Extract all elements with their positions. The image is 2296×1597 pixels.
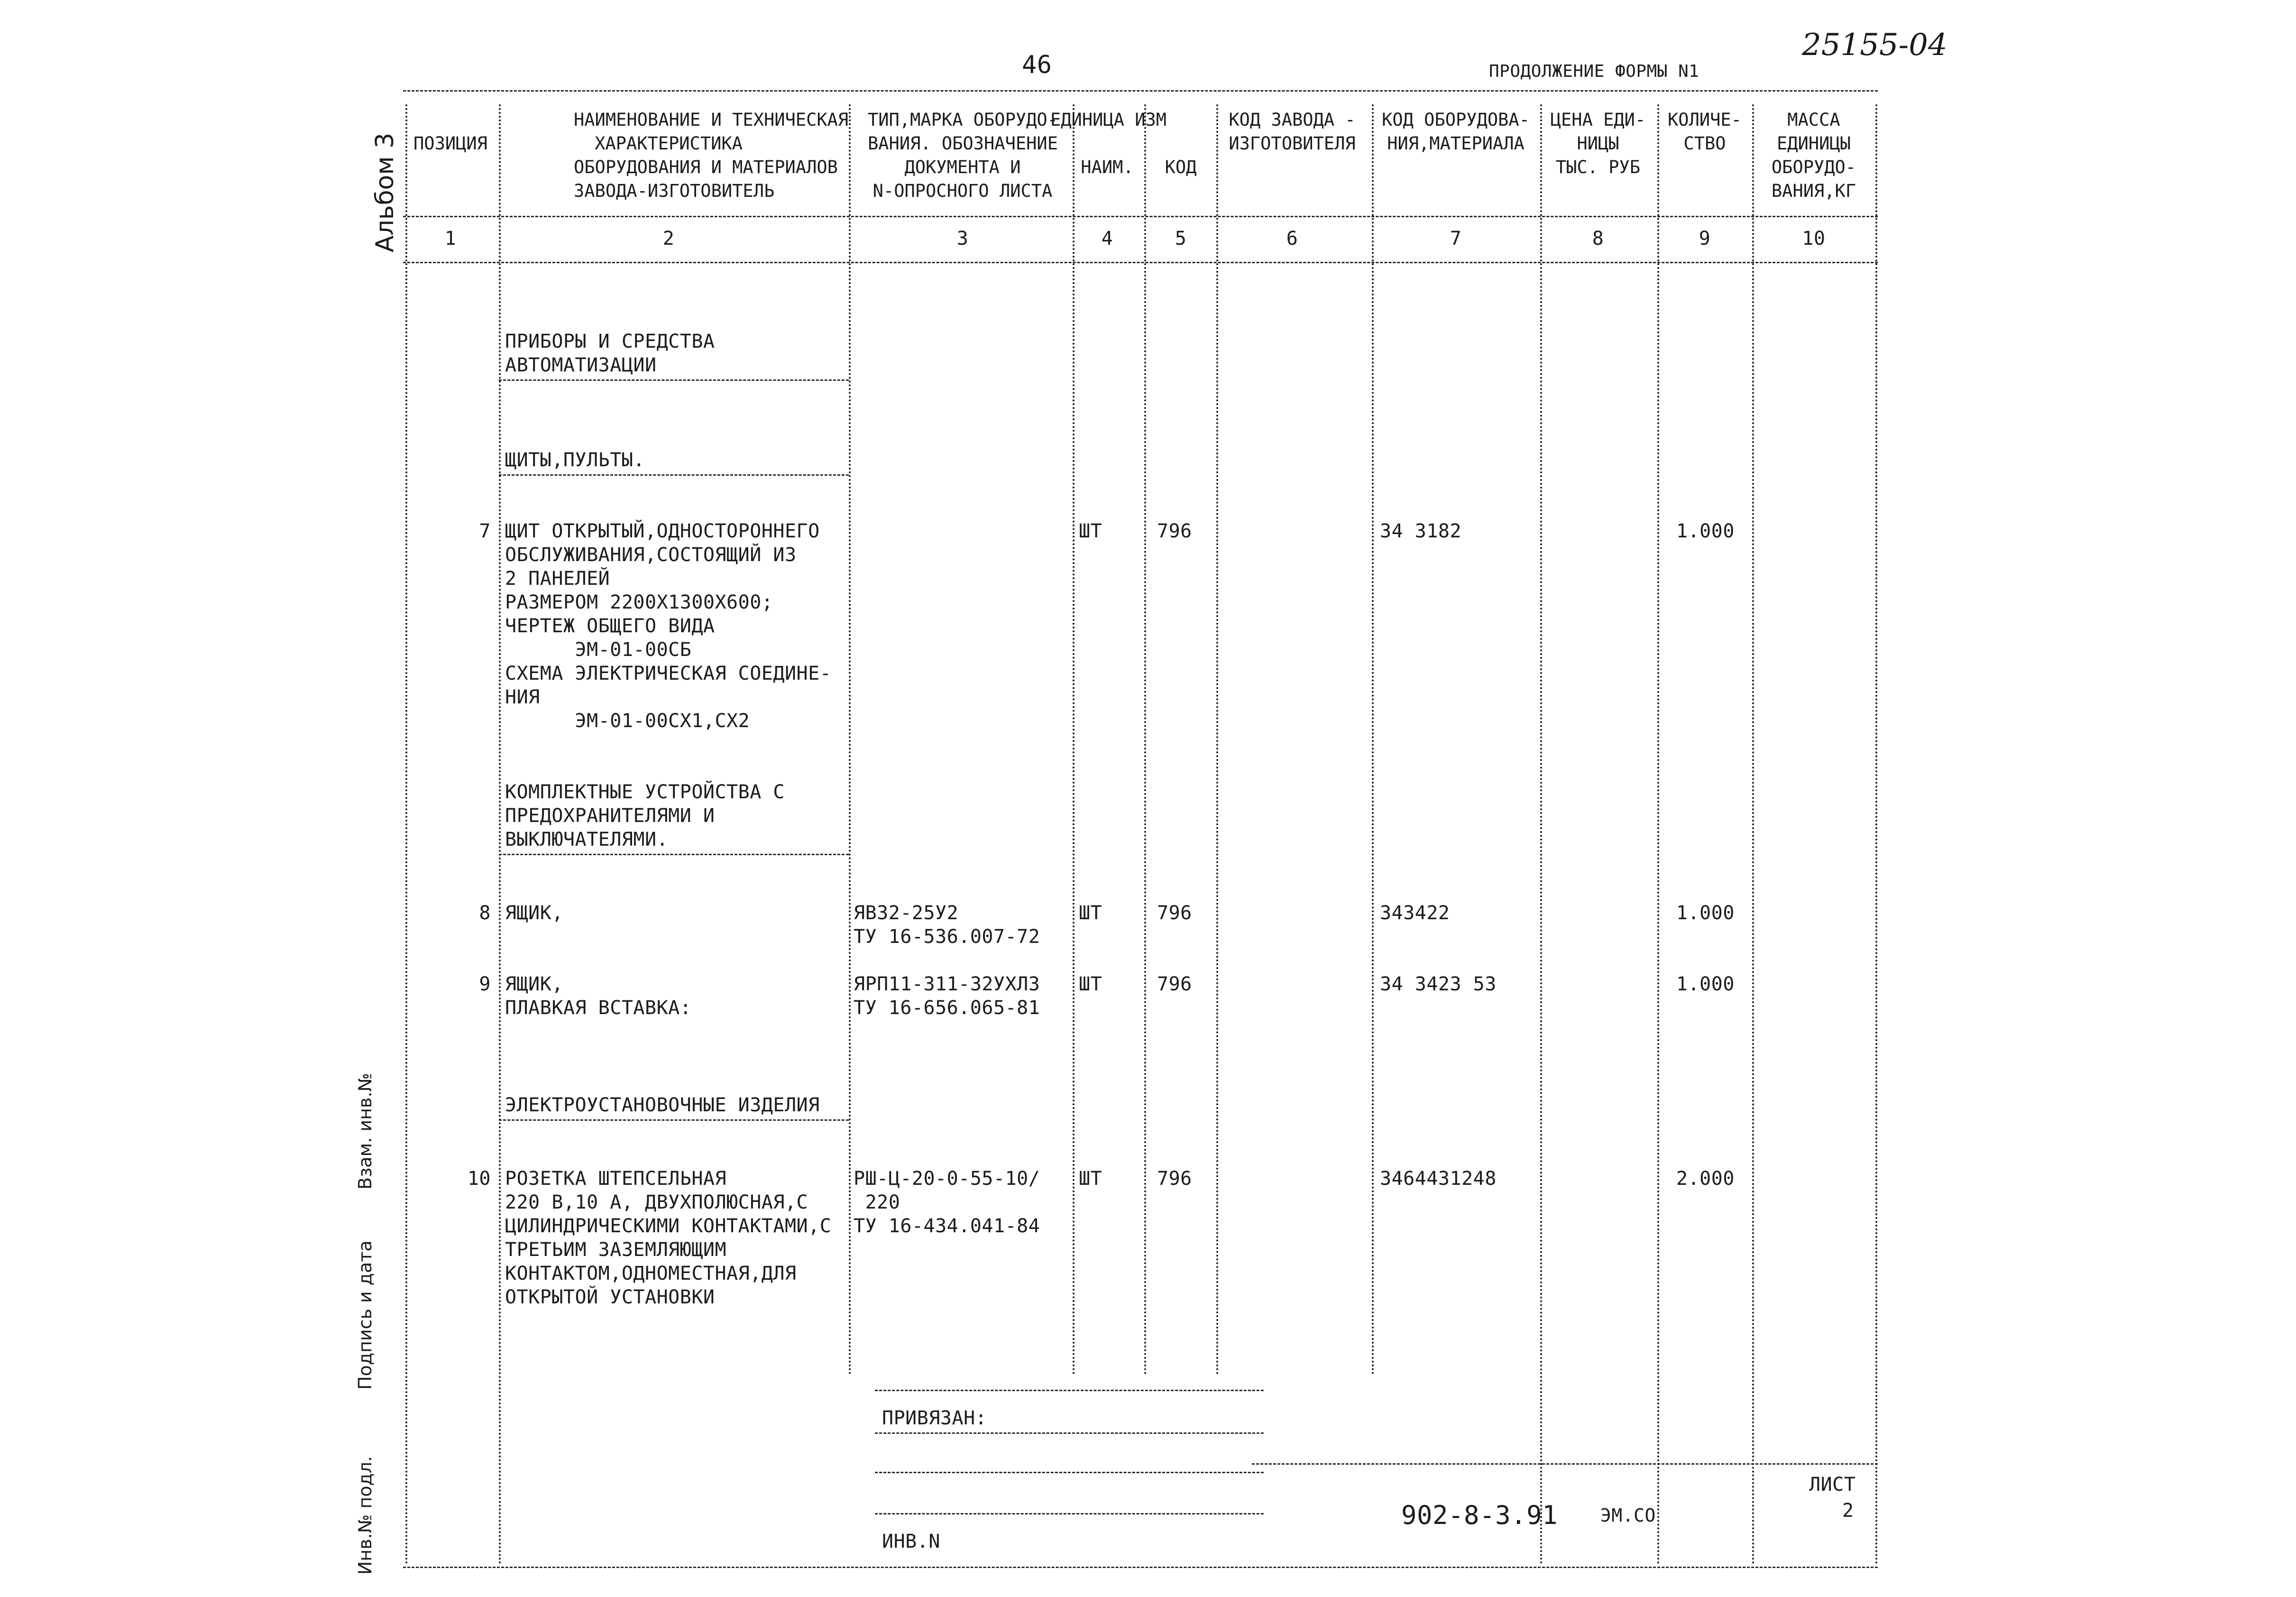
column-separator	[1073, 104, 1075, 1375]
item-name: НИЯ	[505, 686, 540, 708]
column-header-text: МАССА	[1787, 110, 1840, 130]
item-name: ЧЕРТЕЖ ОБЩЕГО ВИДА	[505, 615, 715, 637]
column-header-text: СТВО	[1683, 133, 1726, 154]
table-rule	[403, 216, 1878, 217]
column-header-text: ВАНИЯ. ОБОЗНАЧЕНИЕ	[868, 133, 1058, 154]
equipment-code: 34 3182	[1380, 520, 1462, 542]
column-header-text: ТЫС. РУБ	[1555, 157, 1641, 177]
item-type-mark: РШ-Ц-20-0-55-10/	[854, 1168, 1040, 1190]
sheet-label: ЛИСТ	[1809, 1474, 1856, 1495]
column-separator	[1372, 104, 1374, 1375]
equipment-code: 343422	[1380, 902, 1450, 924]
item-name: АВТОМАТИЗАЦИИ	[505, 354, 657, 376]
column-separator	[849, 104, 851, 1375]
position-number: 10	[467, 1168, 491, 1190]
column-header-text: ХАРАКТЕРИСТИКА	[595, 133, 743, 154]
unit-code: 796	[1157, 520, 1192, 542]
document-number: 902-8-3.91	[1401, 1500, 1558, 1530]
item-name: ЯЩИК,	[505, 973, 563, 995]
document-suffix: ЭМ.СО	[1600, 1505, 1656, 1526]
column-separator	[499, 104, 501, 1565]
column-header-text: ДОКУМЕНТА И	[904, 157, 1021, 177]
item-name: ТРЕТЬИМ ЗАЗЕМЛЯЮЩИМ	[505, 1239, 727, 1261]
stamp-grid-rule	[875, 1390, 1264, 1391]
item-name: ЯЩИК,	[505, 902, 563, 924]
item-name: РАЗМЕРОМ 2200Х1300Х600;	[505, 591, 773, 613]
column-number: 7	[1450, 228, 1462, 249]
column-header-text: НАИМЕНОВАНИЕ И ТЕХНИЧЕСКАЯ	[574, 110, 849, 130]
column-header-text: КОД ЗАВОДА -	[1229, 110, 1356, 130]
item-name: ПЛАВКАЯ ВСТАВКА:	[505, 997, 692, 1019]
column-separator	[1540, 104, 1542, 1565]
stamp-grid-rule	[875, 1472, 1264, 1473]
column-header-text: ОБОРУДОВАНИЯ И МАТЕРИАЛОВ	[574, 157, 838, 177]
item-name: ОБСЛУЖИВАНИЯ,СОСТОЯЩИЙ ИЗ	[505, 544, 797, 566]
column-separator	[1752, 104, 1754, 1565]
column-header-text: НИЦЫ	[1577, 133, 1619, 154]
stamp-grid-rule	[875, 1432, 1264, 1434]
column-header-text: КОЛИЧЕ-	[1668, 110, 1742, 130]
item-name: ЭМ-01-00СХ1,СХ2	[505, 710, 750, 732]
handwritten-archive-code: 25155-04	[1802, 28, 1947, 63]
item-name: ЦИЛИНДРИЧЕСКИМИ КОНТАКТАМИ,С	[505, 1215, 832, 1237]
table-rule	[403, 262, 1878, 263]
item-name: ОТКРЫТОЙ УСТАНОВКИ	[505, 1286, 715, 1308]
item-type-mark: ТУ 16-434.041-84	[854, 1215, 1040, 1237]
quantity: 1.000	[1676, 902, 1735, 924]
section-underline	[499, 1119, 849, 1121]
column-separator	[405, 104, 407, 1565]
item-type-mark: 220	[854, 1191, 900, 1213]
unit-name: ШТ	[1079, 973, 1102, 995]
column-number: 3	[956, 228, 969, 249]
column-header-text: НИЯ,МАТЕРИАЛА	[1387, 133, 1525, 154]
item-type-mark: ЯРП11-311-32УХЛ3	[854, 973, 1040, 995]
table-rule	[1252, 1463, 1878, 1465]
column-header-text: ЗАВОДА-ИЗГОТОВИТЕЛЬ	[574, 181, 775, 201]
column-header-text: ПОЗИЦИЯ	[413, 133, 487, 154]
vzam-inv-stamp: Взам. инв.№	[355, 1073, 376, 1190]
section-underline	[499, 474, 849, 476]
item-name: КОМПЛЕКТНЫЕ УСТРОЙСТВА С	[505, 781, 785, 803]
item-type-mark: ТУ 16-656.065-81	[854, 997, 1040, 1019]
item-type-mark: ТУ 16-536.007-72	[854, 926, 1040, 948]
item-name: ЩИТЫ,ПУЛЬТЫ.	[505, 449, 645, 471]
unit-code: 796	[1157, 902, 1192, 924]
inv-podl-stamp: Инв.№ подл.	[355, 1456, 376, 1575]
unit-name: ШТ	[1079, 902, 1102, 924]
section-underline	[499, 379, 849, 381]
column-number: 9	[1699, 228, 1711, 249]
item-name: ПРЕДОХРАНИТЕЛЯМИ И	[505, 805, 715, 827]
position-number: 8	[479, 902, 491, 924]
item-name: ЭЛЕКТРОУСТАНОВОЧНЫЕ ИЗДЕЛИЯ	[505, 1094, 820, 1116]
column-separator	[1875, 104, 1877, 1565]
item-name: ЭМ-01-00СБ	[505, 639, 692, 661]
column-number: 6	[1286, 228, 1298, 249]
column-header-text: КОД	[1165, 157, 1197, 177]
position-number: 9	[479, 973, 491, 995]
table-rule	[403, 90, 1878, 92]
column-separator	[1216, 104, 1218, 1375]
item-name: КОНТАКТОМ,ОДНОМЕСТНАЯ,ДЛЯ	[505, 1263, 797, 1284]
column-number: 1	[444, 228, 457, 249]
column-header-text: ВАНИЯ,КГ	[1771, 181, 1856, 201]
section-underline	[499, 854, 849, 855]
column-header-text: ЕДИНИЦЫ	[1777, 133, 1851, 154]
unit-code: 796	[1157, 973, 1192, 995]
item-name: 220 В,10 А, ДВУХПОЛЮСНАЯ,С	[505, 1191, 808, 1213]
column-number: 10	[1802, 228, 1826, 249]
equipment-code: 3464431248	[1380, 1168, 1497, 1190]
album-label: Альбом 3	[371, 132, 399, 252]
quantity: 2.000	[1676, 1168, 1735, 1190]
signature-date-stamp: Подпись и дата	[355, 1240, 376, 1390]
column-number: 5	[1175, 228, 1187, 249]
item-name: ЩИТ ОТКРЫТЫЙ,ОДНОСТОРОННЕГО	[505, 520, 820, 542]
quantity: 1.000	[1676, 973, 1735, 995]
unit-name: ШТ	[1079, 1168, 1102, 1190]
position-number: 7	[479, 520, 491, 542]
table-rule	[403, 1567, 1878, 1568]
column-separator	[1657, 104, 1659, 1565]
item-type-mark: ЯВЗ2-25У2	[854, 902, 959, 924]
item-name: РОЗЕТКА ШТЕПСЕЛЬНАЯ	[505, 1168, 727, 1190]
unit-name: ШТ	[1079, 520, 1102, 542]
privyazan-label: ПРИВЯЗАН:	[882, 1407, 987, 1429]
item-name: ПРИБОРЫ И СРЕДСТВА	[505, 331, 715, 352]
page-number: 46	[1022, 51, 1052, 79]
inv-number-label: ИНВ.N	[882, 1531, 940, 1552]
sheet-number: 2	[1842, 1500, 1854, 1522]
item-name: СХЕМА ЭЛЕКТРИЧЕСКАЯ СОЕДИНЕ-	[505, 663, 832, 684]
quantity: 1.000	[1676, 520, 1735, 542]
column-header-text: ЕДИНИЦА ИЗМ	[1050, 110, 1167, 130]
column-header-text: КОД ОБОРУДОВА-	[1382, 110, 1530, 130]
column-separator	[1144, 104, 1146, 1375]
column-number: 4	[1101, 228, 1113, 249]
column-header-text: N-ОПРОСНОГО ЛИСТА	[872, 181, 1053, 201]
column-header-text: ИЗГОТОВИТЕЛЯ	[1229, 133, 1356, 154]
item-name: ВЫКЛЮЧАТЕЛЯМИ.	[505, 829, 669, 850]
column-number: 8	[1592, 228, 1604, 249]
equipment-code: 34 3423 53	[1380, 973, 1497, 995]
unit-code: 796	[1157, 1168, 1192, 1190]
stamp-grid-rule	[875, 1513, 1264, 1514]
column-header-text: ОБОРУДО-	[1771, 157, 1856, 177]
column-header-text: ЦЕНА ЕДИ-	[1550, 110, 1646, 130]
column-number: 2	[662, 228, 675, 249]
column-header-text: НАИМ.	[1081, 157, 1134, 177]
form-title: ПРОДОЛЖЕНИЕ ФОРМЫ N1	[1489, 62, 1699, 81]
column-header-text: ТИП,МАРКА ОБОРУДО-	[868, 110, 1058, 130]
item-name: 2 ПАНЕЛЕЙ	[505, 568, 610, 590]
